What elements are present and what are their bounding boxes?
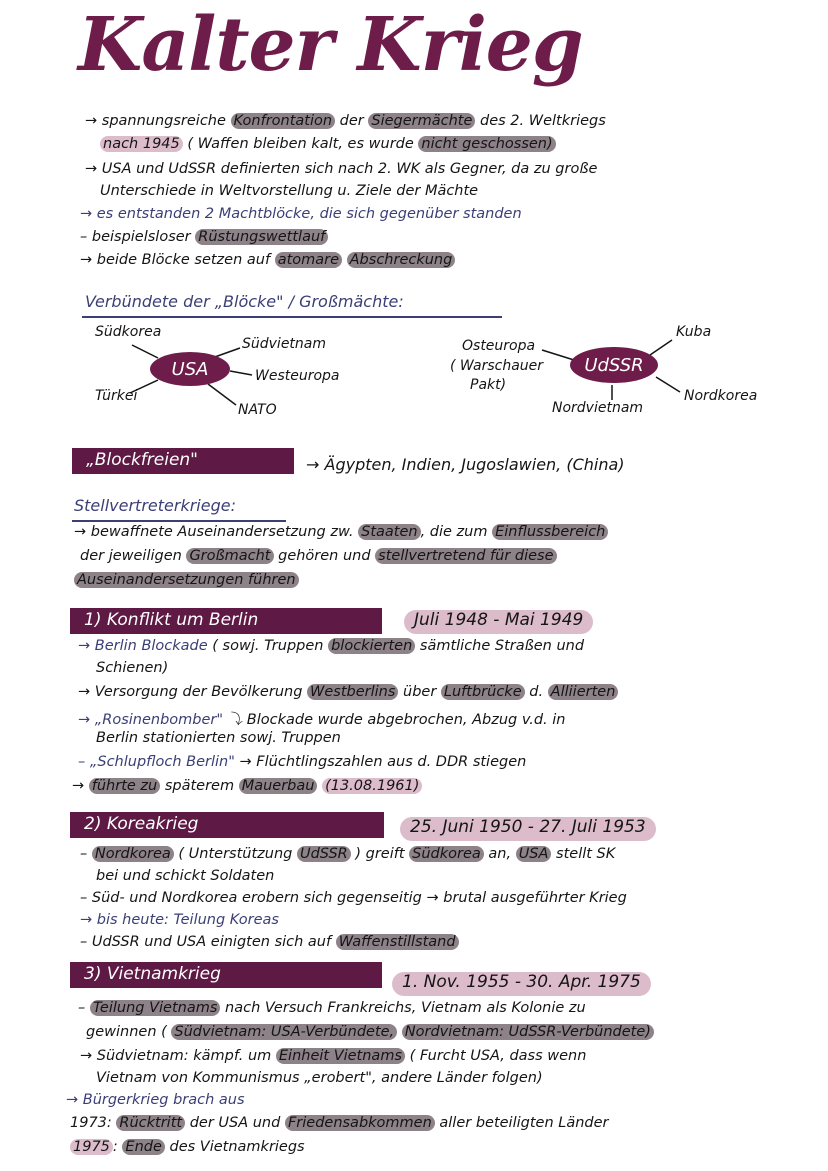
heading-underline: [72, 520, 286, 522]
berlin-text: ⤵ Blockade wurde abgebrochen, Abzug v.d. in: [223, 712, 566, 728]
vietnam-date: 1. Nov. 1955 - 30. Apr. 1975: [392, 972, 651, 996]
intro-line-3: → USA und UdSSR definierten sich nach 2. WK als Gegner, da zu große: [85, 161, 598, 177]
udssr-ally-label: ( Warschauer: [450, 358, 544, 374]
highlight: Ende: [122, 1139, 164, 1155]
usa-ally-label: Türkei: [95, 388, 138, 404]
berlin-text: → Flüchtlingszahlen aus d. DDR stiegen: [234, 754, 527, 770]
berlin-text: ( sowj. Truppen: [207, 638, 329, 654]
vietnam-text: nach Versuch Frankreichs, Vietnam als Kolonie zu: [220, 1000, 586, 1016]
highlight: Friedensabkommen: [285, 1115, 435, 1131]
berlin-text: späterem: [160, 778, 239, 794]
berlin-line-2: Schienen): [96, 660, 169, 676]
highlight: Siegermächte: [368, 113, 475, 129]
connector-line: [208, 384, 236, 405]
udssr-node: UdSSR: [570, 347, 658, 383]
berlin-line-5: Berlin stationierten sowj. Truppen: [96, 730, 341, 746]
korea-line-3: – Süd- und Nordkorea erobern sich gegenseitig → brutal ausgeführter Krieg: [80, 890, 627, 906]
usa-ally-label: Westeuropa: [255, 368, 340, 384]
korea-date: 25. Juni 1950 - 27. Juli 1953: [400, 817, 656, 841]
vietnam-text: → Südvietnam: kämpf. um: [80, 1048, 276, 1064]
berlin-text: – „Schlupfloch Berlin": [78, 754, 235, 770]
intro-text: – beispielsloser: [80, 229, 196, 245]
highlight: Rüstungswettlauf: [195, 229, 328, 245]
berlin-text: → „Rosinenbomber": [78, 712, 224, 728]
proxy-line-2: [80, 548, 557, 564]
intro-text: ( Waffen bleiben kalt, es wurde: [182, 136, 419, 152]
highlight: Staaten: [358, 524, 420, 540]
vietnam-line-2: [86, 1024, 654, 1040]
usa-node: USA: [150, 352, 230, 386]
proxy-text: der jeweiligen: [80, 548, 187, 564]
connector-line: [542, 350, 574, 360]
highlight: Großmacht: [186, 548, 273, 564]
vietnam-text: aller beteiligten Länder: [434, 1115, 609, 1131]
proxy-text: → bewaffnete Auseinandersetzung zw.: [74, 524, 359, 540]
highlight: blockierten: [328, 638, 415, 654]
blockfreien-text: → Ägypten, Indien, Jugoslawien, (China): [306, 455, 625, 474]
heading-underline: [82, 316, 502, 318]
proxy-text: , die zum: [420, 524, 493, 540]
highlight: stellvertretend für diese: [375, 548, 556, 564]
highlight: nach 1945: [100, 136, 183, 152]
udssr-ally-label: Osteuropa: [462, 338, 536, 354]
highlight: 1975: [70, 1139, 113, 1155]
korea-text: stellt SK: [551, 846, 616, 862]
intro-text: des 2. Weltkriegs: [475, 113, 606, 129]
section-bar-berlin: 1) Konflikt um Berlin: [70, 608, 382, 634]
highlight: Auseinandersetzungen führen: [74, 572, 299, 588]
allies-heading: Verbündete der „Blöcke" / Großmächte:: [85, 292, 404, 311]
page-title: Kalter Krieg: [78, 2, 583, 88]
highlight: Westberlins: [307, 684, 398, 700]
udssr-ally-label: Kuba: [676, 324, 712, 340]
vietnam-text: der USA und: [185, 1115, 285, 1131]
korea-line-2: bei und schickt Soldaten: [96, 868, 275, 884]
vietnam-text: 1973:: [70, 1115, 117, 1131]
intro-text: der: [335, 113, 369, 129]
berlin-line-4: [78, 708, 566, 729]
berlin-text: → Versorgung der Bevölkerung: [78, 684, 308, 700]
berlin-line-1: [78, 638, 584, 654]
highlight: Teilung Vietnams: [90, 1000, 221, 1016]
highlight: Mauerbau: [239, 778, 318, 794]
vietnam-line-1: [78, 1000, 586, 1016]
berlin-text: →: [72, 778, 89, 794]
highlight: atomare: [275, 252, 342, 268]
highlight: Rücktritt: [116, 1115, 185, 1131]
section-bar-korea: 2) Koreakrieg: [70, 812, 384, 838]
korea-text: –: [80, 846, 92, 862]
berlin-text: d.: [524, 684, 548, 700]
highlight: Abschreckung: [347, 252, 456, 268]
intro-line-7: [80, 252, 455, 268]
highlight: Südvietnam: USA-Verbündete,: [171, 1024, 397, 1040]
intro-line-5: → es entstanden 2 Machtblöcke, die sich gegenüber standen: [80, 206, 522, 222]
vietnam-text: ( Furcht USA, dass wenn: [405, 1048, 587, 1064]
vietnam-text: –: [78, 1000, 90, 1016]
highlight: Einheit Vietnams: [276, 1048, 405, 1064]
berlin-text: → Berlin Blockade: [78, 638, 208, 654]
proxy-line-1: [74, 524, 608, 540]
korea-text: – UdSSR und USA einigten sich auf: [80, 934, 336, 950]
korea-line-5: [80, 934, 459, 950]
intro-line-2: [100, 136, 556, 152]
usa-ally-label: Südvietnam: [242, 336, 327, 352]
intro-text: → spannungsreiche: [85, 113, 231, 129]
highlight: Nordvietnam: UdSSR-Verbündete): [402, 1024, 654, 1040]
intro-line-4: Unterschiede in Weltvorstellung u. Ziele der Mächte: [100, 183, 479, 199]
vietnam-line-4: Vietnam von Kommunismus „erobert", andere Länder folgen): [96, 1070, 543, 1086]
highlight: nicht geschossen): [418, 136, 555, 152]
usa-ally-label: NATO: [238, 402, 277, 418]
intro-line-1: [85, 113, 606, 129]
connector-line: [230, 371, 252, 375]
berlin-date: Juli 1948 - Mai 1949: [404, 610, 593, 634]
highlight: Luftbrücke: [441, 684, 525, 700]
proxy-text: gehören und: [273, 548, 376, 564]
proxy-line-3: [74, 572, 299, 588]
vietnam-line-3: [80, 1048, 586, 1064]
connector-line: [132, 345, 158, 358]
highlight: Einflussbereich: [492, 524, 608, 540]
korea-text: ) greift: [350, 846, 410, 862]
highlight: (13.08.1961): [322, 778, 422, 794]
intro-line-6: [80, 229, 328, 245]
highlight: Nordkorea: [92, 846, 174, 862]
highlight: Alliierten: [548, 684, 619, 700]
berlin-text: über: [398, 684, 441, 700]
highlight: Konfrontation: [231, 113, 336, 129]
korea-text: ( Unterstützung: [173, 846, 297, 862]
highlight: führte zu: [89, 778, 160, 794]
berlin-text: sämtliche Straßen und: [415, 638, 585, 654]
vietnam-line-6: [70, 1115, 609, 1131]
connector-line: [656, 377, 680, 392]
berlin-line-3: [78, 684, 618, 700]
highlight: USA: [516, 846, 552, 862]
connector-line: [650, 340, 672, 355]
udssr-ally-label: Pakt): [470, 377, 507, 393]
proxy-heading: Stellvertreterkriege:: [74, 496, 236, 515]
highlight: Südkorea: [409, 846, 484, 862]
udssr-ally-label: Nordvietnam: [552, 400, 644, 416]
usa-ally-label: Südkorea: [95, 324, 162, 340]
vietnam-text: des Vietnamkriegs: [164, 1139, 305, 1155]
korea-line-4: → bis heute: Teilung Koreas: [80, 912, 279, 928]
udssr-ally-label: Nordkorea: [684, 388, 758, 404]
vietnam-text: gewinnen (: [86, 1024, 172, 1040]
berlin-line-6: [78, 754, 526, 770]
section-bar-vietnam: 3) Vietnamkrieg: [70, 962, 382, 988]
vietnam-line-7: [70, 1139, 305, 1155]
highlight: UdSSR: [297, 846, 351, 862]
korea-line-1: [80, 846, 615, 862]
korea-text: an,: [483, 846, 516, 862]
berlin-line-7: [72, 778, 422, 794]
highlight: Waffenstillstand: [336, 934, 459, 950]
blockfreien-label: „Blockfreien": [72, 448, 294, 474]
intro-text: → beide Blöcke setzen auf: [80, 252, 275, 268]
vietnam-text: :: [112, 1139, 123, 1155]
vietnam-line-5: → Bürgerkrieg brach aus: [66, 1092, 245, 1108]
